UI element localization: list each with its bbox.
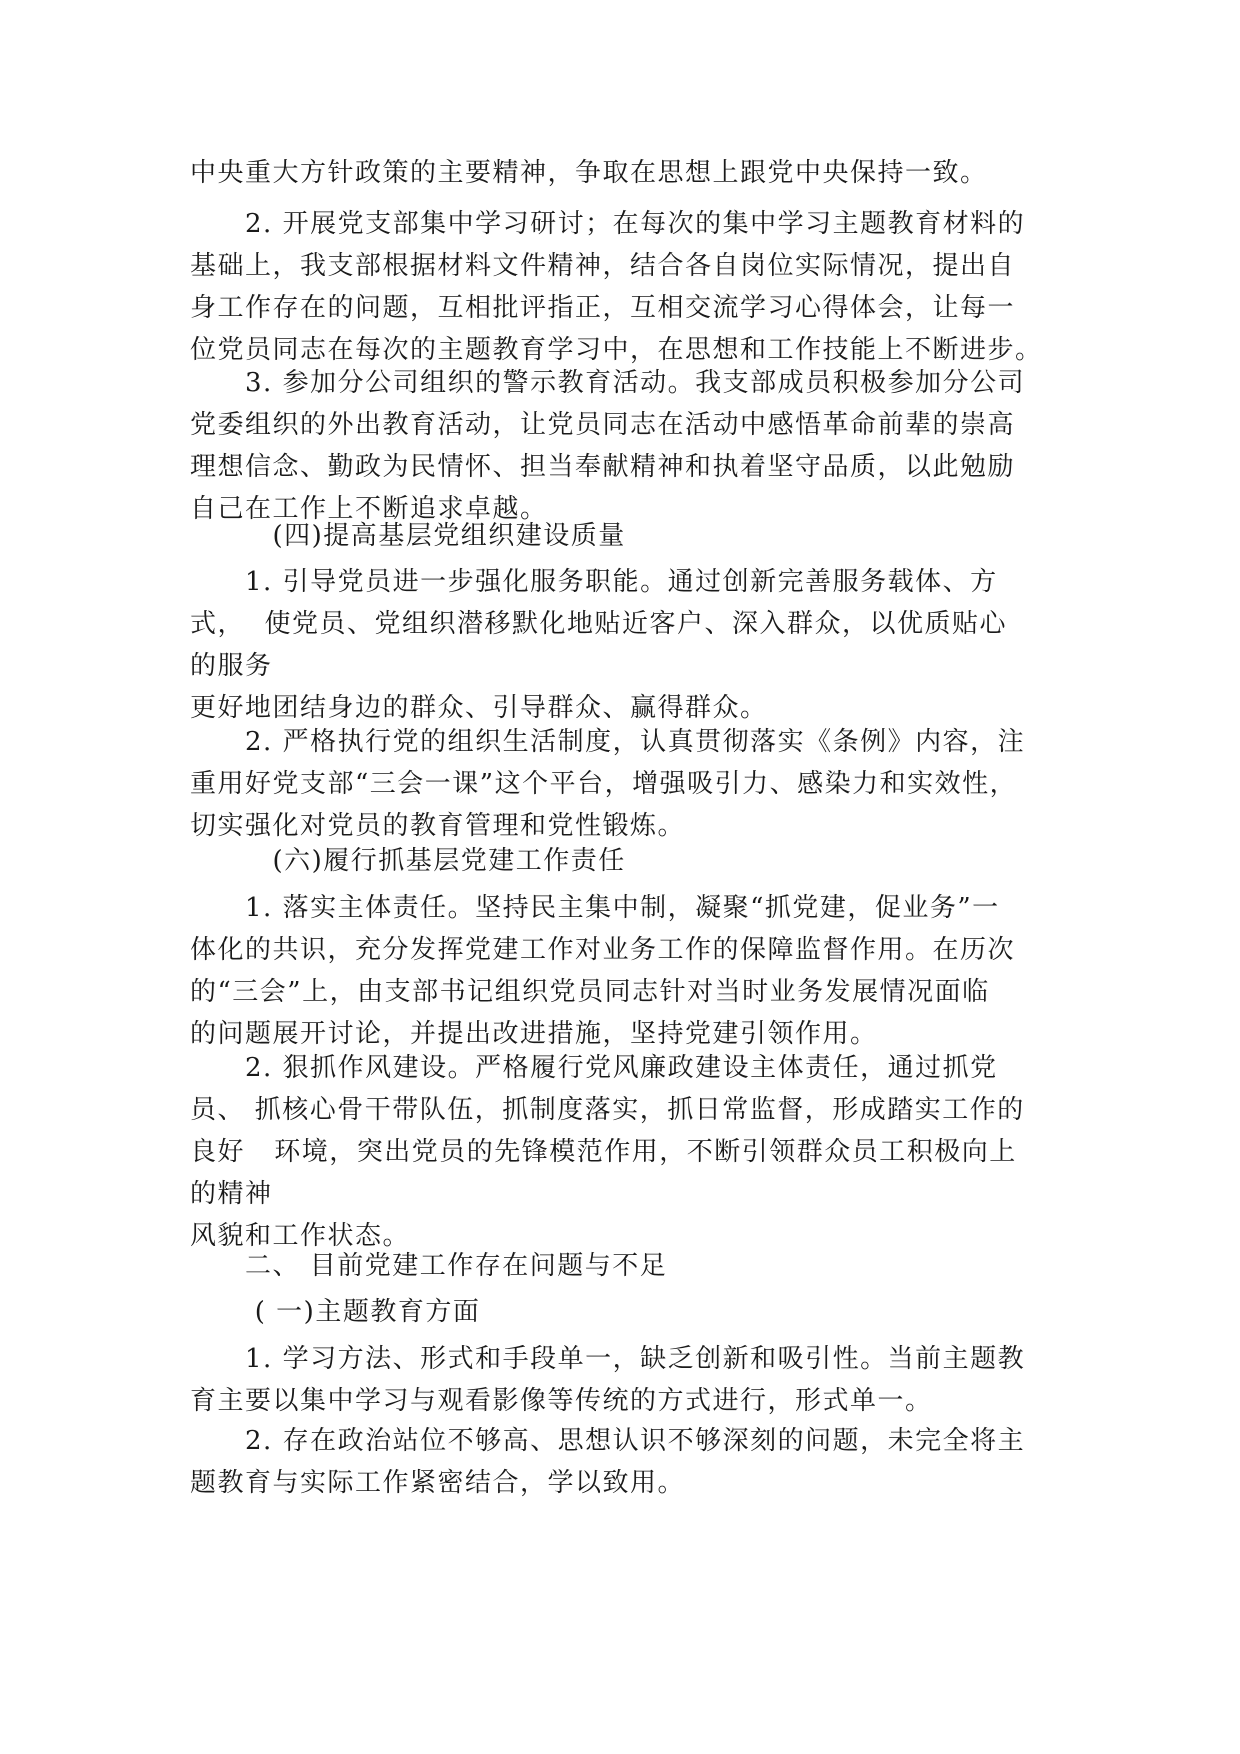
text-line: 风貌和工作状态。	[190, 1221, 411, 1251]
text-line: 式， 使党员、党组织潜移默化地贴近客户、深入群众，以优质贴心	[190, 609, 1008, 639]
paragraph-branch-study	[190, 203, 1070, 371]
heading-line: (四)提高基层党组织建设质量	[190, 521, 626, 551]
text-line: 身工作存在的问题，互相批评指正，互相交流学习心得体会，让每一	[190, 293, 1016, 323]
text-line: 理想信念、勤政为民情怀、担当奉献精神和执着坚守品质，以此勉励	[190, 452, 1016, 482]
text-line: 的精神	[190, 1179, 273, 1209]
text-line: 重用好党支部“三会一课”这个平台，增强吸引力、感染力和实效性，	[190, 769, 1018, 799]
text-line: 党委组织的外出教育活动，让党员同志在活动中感悟革命前辈的崇高	[190, 410, 1016, 440]
text-line: 2. 开展党支部集中学习研讨；在每次的集中学习主题教育材料的	[190, 209, 1026, 239]
paragraph-learning-methods	[190, 1338, 1070, 1422]
text-line: 自己在工作上不断追求卓越。	[190, 494, 548, 524]
heading-line: (六)履行抓基层党建工作责任	[190, 846, 626, 876]
text-line: 员、 抓核心骨干带队伍，抓制度落实，抓日常监督，形成踏实工作的	[190, 1095, 1025, 1125]
text-line: 的服务	[190, 651, 273, 681]
text-line: 更好地团结身边的群众、引导群众、赢得群众。	[190, 693, 768, 723]
paragraph-organization-life	[190, 721, 1070, 847]
text-line: 2. 严格执行党的组织生活制度，认真贯彻落实《条例》内容，注	[190, 727, 1026, 757]
text-line: 1. 学习方法、形式和手段单一，缺乏创新和吸引性。当前主题教	[190, 1344, 1026, 1374]
heading-line: 二、 目前党建工作存在问题与不足	[190, 1251, 668, 1281]
text-line: 2. 狠抓作风建设。严格履行党风廉政建设主体责任，通过抓党	[190, 1053, 998, 1083]
paragraph-policy-summary	[190, 152, 1070, 194]
text-line: 基础上，我支部根据材料文件精神，结合各自岗位实际情况，提出自	[190, 251, 1016, 281]
text-line: 位党员同志在每次的主题教育学习中，在思想和工作技能上不断进步。	[190, 335, 1043, 365]
text-line: 的问题展开讨论，并提出改进措施，坚持党建引领作用。	[190, 1019, 878, 1049]
text-line: 3. 参加分公司组织的警示教育活动。我支部成员积极参加分公司	[190, 368, 1026, 398]
paragraph-work-style	[190, 1047, 1070, 1257]
paragraph-service-function	[190, 561, 1070, 729]
text-line: 的“三会”上，由支部书记组织党员同志针对当时业务发展情况面临	[190, 977, 990, 1007]
text-line: 1. 引导党员进一步强化服务职能。通过创新完善服务载体、方	[190, 567, 998, 597]
text-line: 良好 环境，突出党员的先锋模范作用，不断引领群众员工积极向上	[190, 1137, 1017, 1167]
text-line: 2. 存在政治站位不够高、思想认识不够深刻的问题，未完全将主	[190, 1426, 1026, 1456]
section-heading-2	[190, 1245, 1070, 1287]
heading-line: ( 一)主题教育方面	[190, 1297, 481, 1327]
text-line: 体化的共识，充分发挥党建工作对业务工作的保障监督作用。在历次	[190, 935, 1016, 965]
paragraph-main-responsibility	[190, 887, 1070, 1055]
text-line: 切实强化对党员的教育管理和党性锻炼。	[190, 811, 686, 841]
paragraph-political-stance	[190, 1420, 1070, 1504]
text-line: 中央重大方针政策的主要精神，争取在思想上跟党中央保持一致。	[190, 158, 988, 188]
text-line: 题教育与实际工作紧密结合，学以致用。	[190, 1468, 686, 1498]
paragraph-warning-education	[190, 362, 1070, 530]
section-heading-6	[190, 840, 1070, 882]
text-line: 1. 落实主体责任。坚持民主集中制，凝聚“抓党建，促业务”一	[190, 893, 1000, 923]
section-heading-4	[190, 515, 1070, 557]
text-line: 育主要以集中学习与观看影像等传统的方式进行，形式单一。	[190, 1386, 933, 1416]
subsection-heading-1	[190, 1291, 1070, 1333]
